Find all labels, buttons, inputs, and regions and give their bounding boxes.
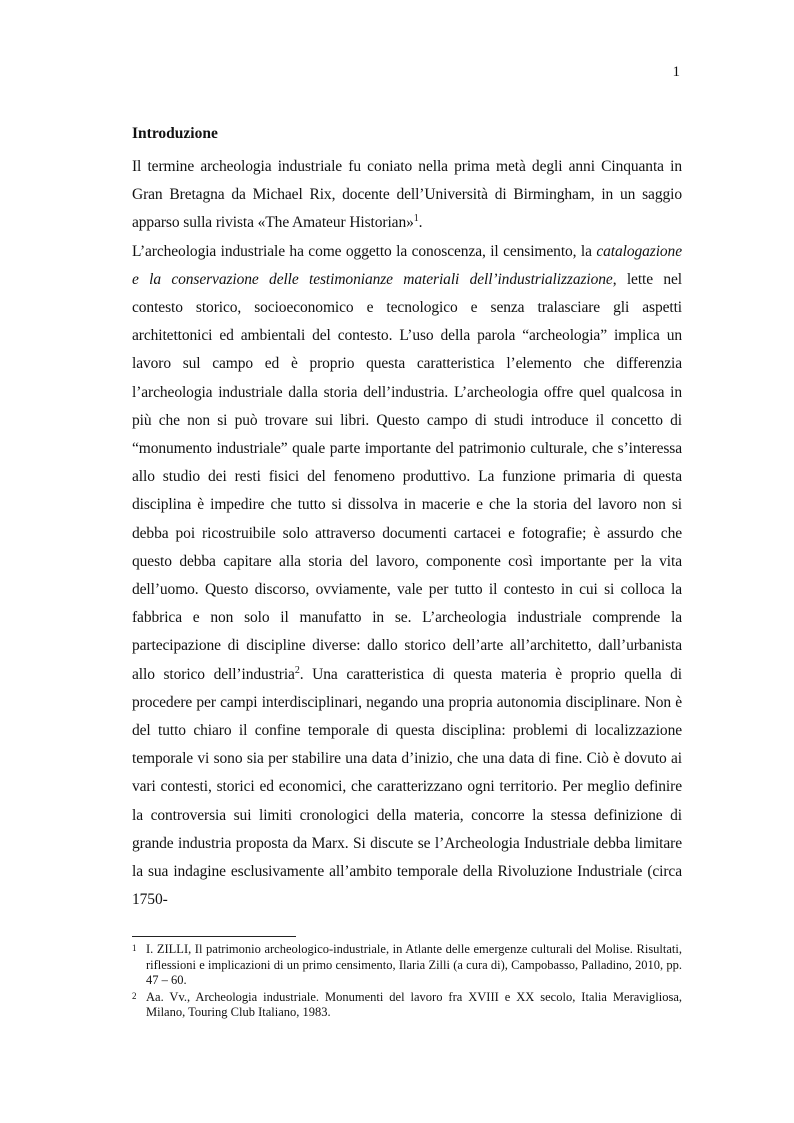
- footnote-1-mark: 1: [132, 943, 137, 953]
- paragraph-1-text: Il termine archeologia industriale fu coniato nella prima metà degli anni Cinquanta in Gran Bretagna da Michael Rix, docente dell’Università di Birmingham, in un saggio apparso sulla rivista «The Amateur Historian»: [132, 158, 682, 232]
- footnote-1: [132, 942, 682, 989]
- paragraph-2: [132, 238, 682, 915]
- footnote-2-mark: 2: [132, 990, 137, 1001]
- paragraph-1: [132, 153, 682, 238]
- footnote-1-text: I. ZILLI, Il patrimonio archeologico-industriale, in Atlante delle emergenze culturali del Molise. Risultati, riflessioni e implicazioni di un primo censimento, Ilaria Zilli (a cura di), Campobasso, Palladino, 2010, pp. 47 – 60.: [146, 942, 682, 987]
- footnote-2-text: Aa. Vv., Archeologia industriale. Monumenti del lavoro fra XVIII e XX secolo, Italia Meravigliosa, Milano, Touring Club Italiano, 1983.: [146, 989, 682, 1019]
- footnote-2: [132, 990, 682, 1021]
- paragraph-2-part-3: . Una caratteristica di questa materia è proprio quella di procedere per campi interdisciplinari, negando una propria autonomia disciplinare. Non è del tutto chiaro il confine temporale di questa disciplina: problemi di localizzazione temporale vi sono sia per stabilire una data d’inizio, che una data di fine. Ciò è dovuto ai vari contesti, storici ed economici, che caratterizzano ogni territorio. Per meglio definire la controversia sui limiti cronologici della materia, concorre la stessa definizione di grande industria proposta da Marx. Si discute se l’Archeologia Industriale debba limitare la sua indagine esclusivamente all’ambito temporale della Rivoluzione Industriale (circa 1750-: [132, 665, 682, 909]
- footnote-ref-1[interactable]: 1: [413, 213, 419, 225]
- paragraph-2-italic: catalogazione e la conservazione delle testimonianze materiali dell’industrializzazione: [132, 242, 682, 288]
- page-number: 1: [672, 64, 680, 80]
- footnotes: [132, 936, 682, 1022]
- paragraph-2-part-1: L’archeologia industriale ha come oggetto la conoscenza, il censimento, la: [132, 242, 597, 260]
- footnote-ref-2[interactable]: 2: [294, 664, 300, 676]
- footnote-divider: [132, 936, 296, 937]
- section-heading: Introduzione: [132, 125, 218, 142]
- paragraph-1-end: .: [418, 214, 423, 232]
- main-text: [132, 122, 682, 914]
- paragraph-2-part-2: , lette nel contesto storico, socioeconomico e tecnologico e senza tralasciare gli aspetti architettonici ed ambientali del contesto. L’uso della parola “archeologia” implica un lavoro sul campo ed è proprio questa caratteristica l’elemento che differenzia l’archeologia industriale dalla storia dell’industria. L’archeologia offre quel qualcosa in più che non si può trovare sui libri. Questo campo di studi introduce il concetto di “monumento industriale” quale parte importante del patrimonio culturale, che s’interessa allo studio dei resti fisici del fenomeno produttivo. La funzione primaria di questa disciplina è impedire che tutto si dissolva in macerie e che la storia del lavoro non si debba poi ricostruibile solo attraverso documenti cartacei e fotografie; è assurdo che questo debba capitare alla storia del lavoro, componente così importante per la vita dell’uomo. Questo discorso, ovviamente, vale per tutto il contesto in cui si colloca la fabbrica e non solo il manufatto in se. L’archeologia industriale comprende la partecipazione di discipline diverse: dallo storico dell’arte all’architetto, dall’urbanista allo storico dell’industria: [132, 270, 682, 683]
